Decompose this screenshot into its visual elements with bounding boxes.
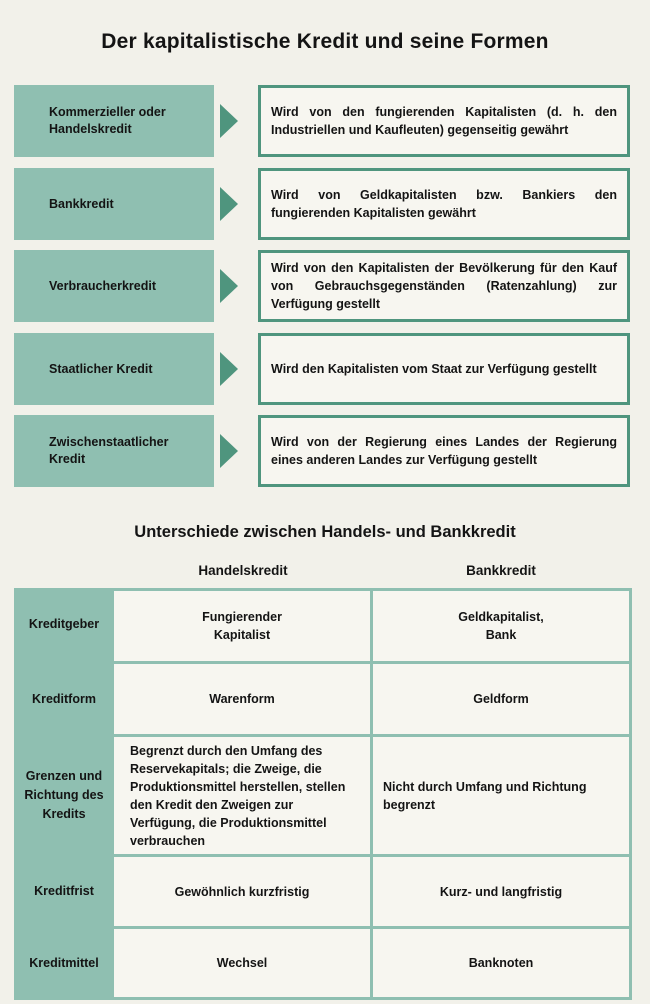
cell-text: Geldform xyxy=(473,692,529,706)
cell-text: Fungierender Kapitalist xyxy=(202,610,282,642)
row-label: Kreditmittel xyxy=(29,955,99,970)
credit-form-label xyxy=(14,85,214,157)
cell-text: Nicht durch Umfang und Richtung begrenzt xyxy=(383,779,587,812)
credit-form-description-text: Wird von der Regierung eines Landes der Regierung eines anderen Landes zur Verfügung gestellt xyxy=(271,435,617,467)
table-cell-handel xyxy=(114,591,370,661)
credit-form-description xyxy=(258,415,630,487)
cell-text: Wechsel xyxy=(216,956,268,970)
arrow-right-icon xyxy=(220,104,238,138)
credit-form-label xyxy=(14,333,214,405)
table-cell-bank xyxy=(373,664,629,734)
arrow-right-icon xyxy=(220,269,238,303)
row-label: Grenzen und Richtung des Kredits xyxy=(24,769,104,821)
arrow-right-icon xyxy=(220,434,238,468)
credit-form-label-text: Bankkredit xyxy=(49,196,114,211)
table-cell-bank xyxy=(373,737,629,854)
credit-form-description-text: Wird von den Kapitalisten der Bevölkerung für den Kauf von Gebrauchsgegenständen (Ratenzahlung) zur Verfügung gestellt xyxy=(271,261,617,311)
credit-form-description-text: Wird von den fungierenden Kapitalisten (d. h. den Industriellen und Kaufleuten) gegenseitig gewährt xyxy=(271,105,617,137)
credit-form-label xyxy=(14,168,214,240)
credit-form-description xyxy=(258,333,630,405)
cell-text: Warenform xyxy=(209,692,275,706)
cell-text: Geldkapitalist, Bank xyxy=(458,610,544,642)
column-header-handelskredit: Handelskredit xyxy=(198,563,288,578)
credit-form-label xyxy=(14,250,214,322)
credit-form-description xyxy=(258,85,630,157)
credit-form-row xyxy=(14,250,630,322)
arrow-right-icon xyxy=(220,187,238,221)
table-cell-handel xyxy=(114,857,370,926)
arrow-right-icon xyxy=(220,352,238,386)
comparison-title: Unterschiede zwischen Handels- und Bankkredit xyxy=(134,523,516,541)
credit-form-description-text: Wird von Geldkapitalisten bzw. Bankiers den fungierenden Kapitalisten gewährt xyxy=(271,188,617,220)
table-cell-bank xyxy=(373,857,629,926)
table-cell-handel xyxy=(114,664,370,734)
credit-form-row xyxy=(14,168,630,240)
row-label: Kreditform xyxy=(32,691,96,706)
comparison-table xyxy=(14,588,632,1000)
page-title: Der kapitalistische Kredit und seine Formen xyxy=(101,30,549,53)
credit-form-label-text: Zwischenstaatlicher Kredit xyxy=(49,435,169,466)
row-label: Kreditgeber xyxy=(28,617,100,631)
cell-text: Gewöhnlich kurzfristig xyxy=(174,884,310,899)
credit-form-row xyxy=(14,333,630,405)
credit-form-description xyxy=(258,250,630,322)
table-cell-bank xyxy=(373,929,629,997)
cell-text: Begrenzt durch den Umfang des Reservekapitals; die Zweige, die Produktionsmittel herstellen, stellen den Kredit den Zweigen zur Verfügung, die Produktionsmittel verbrauchen xyxy=(130,743,346,848)
table-cell-bank xyxy=(373,591,629,661)
cell-text: Kurz- und langfristig xyxy=(439,884,563,899)
column-header-bankkredit: Bankkredit xyxy=(466,563,536,578)
credit-form-row xyxy=(14,415,630,487)
credit-form-description xyxy=(258,168,630,240)
row-label: Kreditfrist xyxy=(34,884,94,898)
table-cell-handel xyxy=(114,929,370,997)
credit-form-label-text: Verbraucherkredit xyxy=(49,278,156,293)
credit-form-label-text: Kommerzieller oder Handelskredit xyxy=(49,105,166,136)
credit-form-label-text: Staatlicher Kredit xyxy=(49,361,153,376)
credit-form-label xyxy=(14,415,214,487)
credit-form-row xyxy=(14,85,630,157)
cell-text: Banknoten xyxy=(468,956,534,970)
credit-form-description-text: Wird den Kapitalisten vom Staat zur Verfügung gestellt xyxy=(271,362,597,376)
table-cell-handel xyxy=(114,737,370,854)
